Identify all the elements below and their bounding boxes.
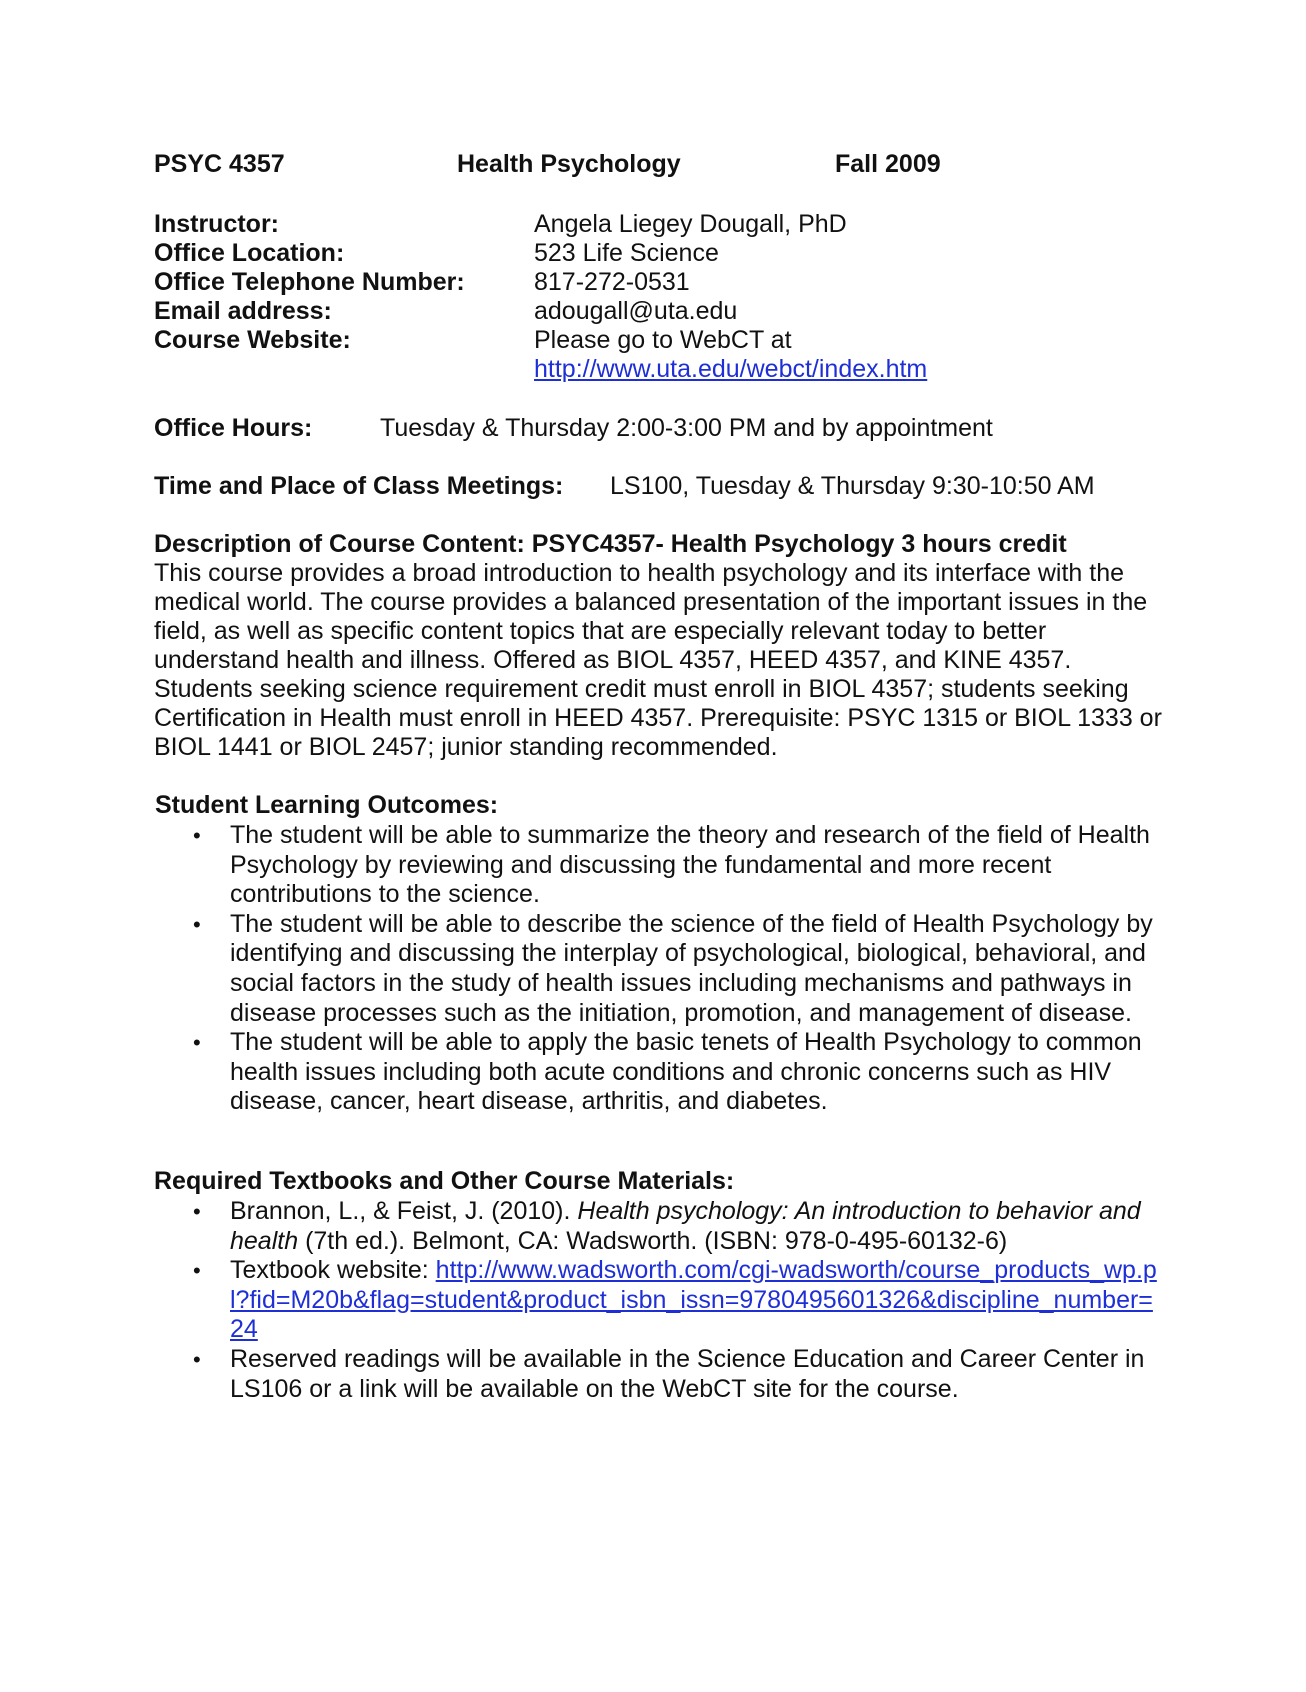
list-item (155, 1345, 1160, 1404)
contact-value: adougall@uta.edu (534, 297, 738, 325)
course-description (154, 530, 1164, 762)
materials-list (155, 1197, 1160, 1404)
outcome-text: The student will be able to apply the basic tenets of Health Psychology to common health issues including both acute conditions and chronic concerns such as HIV disease, cancer, heart disease, arthritis, and diabetes. (230, 1028, 1142, 1116)
description-heading: Description of Course Content: PSYC4357- Health Psychology 3 hours credit (154, 530, 1067, 558)
bullet-icon: • (193, 1258, 201, 1284)
class-meetings-label: Time and Place of Class Meetings: (154, 472, 564, 500)
list-item (155, 910, 1160, 1028)
course-term: Fall 2009 (835, 150, 941, 178)
textbook-title: Health psychology: An introduction to behavior and health (230, 1197, 1141, 1255)
contact-label: Course Website: (154, 326, 351, 354)
textbook-website-link[interactable]: http://www.wadsworth.com/cgi-wadsworth/course_products_wp.pl?fid=M20b&flag=student&product_isbn_issn=9780495601326&discipline_number=24 (230, 1256, 1157, 1344)
outcome-text: The student will be able to summarize the theory and research of the field of Health Psychology by reviewing and discussing the fundamental and more recent contributions to the science. (230, 821, 1150, 909)
outcomes-list (155, 821, 1160, 1117)
contact-value: Angela Liegey Dougall, PhD (534, 210, 847, 238)
outcomes-heading: Student Learning Outcomes: (155, 791, 499, 819)
textbook-website-label: Textbook website: (230, 1256, 436, 1285)
course-code: PSYC 4357 (154, 150, 285, 178)
office-hours-label: Office Hours: (154, 414, 313, 442)
reserved-readings-text: Reserved readings will be available in the Science Education and Career Center in LS106 or a link will be available on the WebCT site for the course. (230, 1344, 1145, 1403)
textbook-details: (7th ed.). Belmont, CA: Wadsworth. (ISBN: 978-0-495-60132-6) (298, 1226, 1008, 1255)
bullet-icon: • (193, 911, 201, 937)
office-hours-value: Tuesday & Thursday 2:00-3:00 PM and by appointment (380, 414, 993, 442)
webct-link[interactable]: http://www.uta.edu/webct/index.htm (534, 355, 928, 383)
outcome-text: The student will be able to describe the science of the field of Health Psychology by identifying and discussing the interplay of psychological, biological, behavioral, and social factors in the study of health issues including mechanisms and pathways in disease processes such as the initiation, promotion, and management of disease. (230, 909, 1153, 1027)
webct-link-row (534, 354, 927, 384)
contact-value: 817-272-0531 (534, 268, 690, 296)
list-item (155, 1197, 1160, 1256)
list-item (155, 1028, 1160, 1117)
bullet-icon: • (193, 1030, 201, 1056)
materials-heading: Required Textbooks and Other Course Materials: (154, 1167, 735, 1195)
bullet-icon: • (193, 823, 201, 848)
textbook-authors: Brannon, L., & Feist, J. (2010). (230, 1197, 578, 1225)
list-item (155, 821, 1160, 910)
contact-label: Office Location: (154, 239, 345, 267)
bullet-icon: • (193, 1199, 201, 1224)
description-body: This course provides a broad introduction to health psychology and its interface with the medical world. The course provides a balanced presentation of the important issues in the field, as well as specific content topics that are especially relevant today to better understand health and illness. Offered as BIOL 4357, HEED 4357, and KINE 4357. Students seeking science requirement credit must enroll in BIOL 4357; students seeking Certification in Health must enroll in HEED 4357. Prerequisite: PSYC 1315 or BIOL 1333 or BIOL 1441 or BIOL 2457; junior standing recommended. (154, 559, 1162, 761)
bullet-icon: • (193, 1346, 201, 1372)
contact-label: Email address: (154, 297, 332, 325)
contact-label: Office Telephone Number: (154, 268, 465, 296)
contact-value: Please go to WebCT at (534, 326, 792, 354)
contact-label: Instructor: (154, 210, 279, 238)
contact-value: 523 Life Science (534, 239, 719, 267)
class-meetings-value: LS100, Tuesday & Thursday 9:30-10:50 AM (610, 472, 1095, 500)
course-name: Health Psychology (457, 150, 681, 178)
list-item (155, 1256, 1160, 1345)
